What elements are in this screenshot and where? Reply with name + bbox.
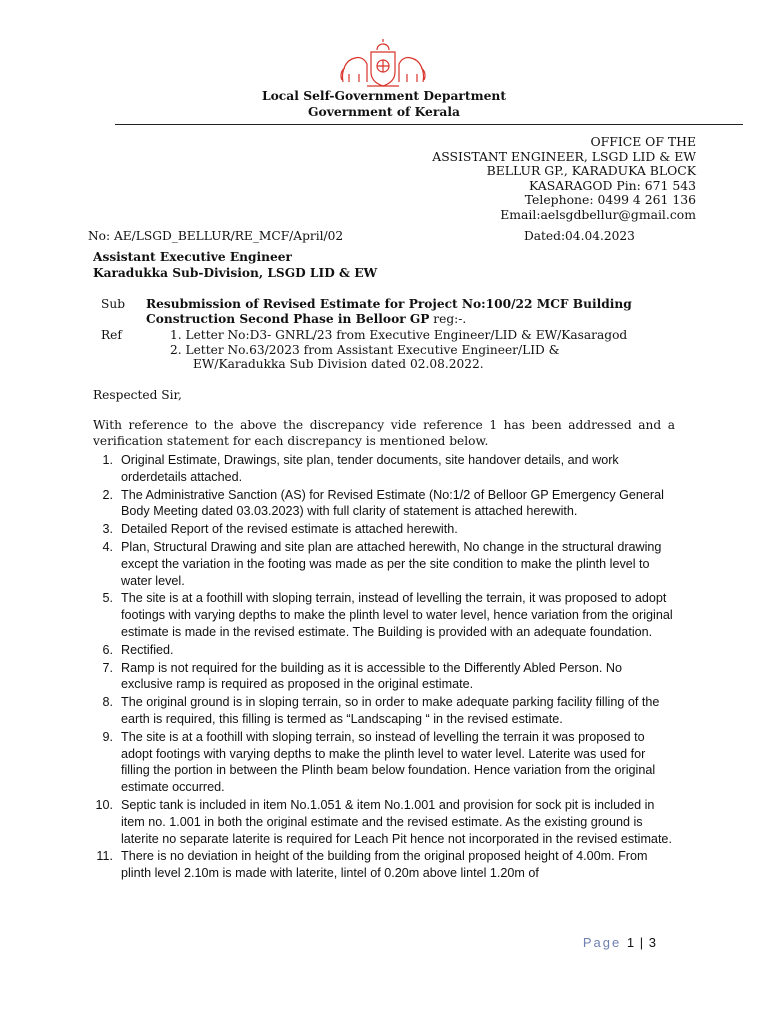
reference-number: No: AE/LSGD_BELLUR/RE_MCF/April/02 [88, 229, 344, 243]
subject-line-2-rest: reg:-. [429, 312, 467, 326]
item-number: 7. [102, 660, 113, 675]
item-text: Septic tank is included in item No.1.051 & item No.1.001 and provision for sock pit is included in item no. 1.001 in both the original estimate and the revised estimate. As the existing ground is laterite no separate laterite is required for Leach Pit hence not incorporated in the revised estimate. [121, 797, 672, 846]
item-text: Detailed Report of the revised estimate is attached herewith. [121, 522, 458, 537]
addressee-office: Karadukka Sub-Division, LSGD LID & EW [93, 266, 378, 280]
list-item [93, 694, 675, 728]
letter-date: Dated:04.04.2023 [524, 229, 635, 243]
office-line: BELLUR GP., KARADUKA BLOCK [486, 163, 696, 179]
office-line: ASSISTANT ENGINEER, LSGD LID & EW [432, 148, 696, 164]
department-name: Local Self-Government Department [261, 88, 507, 103]
list-item [93, 487, 675, 521]
item-number: 6. [102, 642, 113, 657]
office-line: Telephone: 0499 4 261 136 [524, 192, 696, 208]
reference-item-2-cont: EW/Karadukka Sub Division dated 02.08.2022. [193, 357, 484, 371]
item-number: 1. [102, 453, 113, 467]
header-divider [115, 124, 743, 125]
item-text: The site is at a foothill with sloping terrain, so instead of levelling the terrain it was proposed to adopt footings with varying depths to make the plinth level to water level. Laterite was used for filling the portion in between the Plinth beam below foundation. Hence variation from the original estimate occurred. [121, 729, 656, 795]
office-line: Email:aelsgdbellur@gmail.com [500, 206, 696, 222]
item-number: 2. [102, 487, 113, 502]
item-text: Ramp is not required for the building as it is accessible to the Differently Abled Person. No exclusive ramp is required as proposed in the original estimate. [121, 660, 622, 692]
list-item [93, 642, 675, 659]
page-separator: | [639, 935, 644, 950]
page-word: Page [582, 935, 622, 950]
item-number: 10. [95, 797, 113, 812]
office-line: OFFICE OF THE [590, 134, 696, 149]
government-name: Government of Kerala [308, 104, 460, 119]
item-text: Original Estimate, Drawings, site plan, tender documents, site handover details, and work orderdetails attached. [121, 453, 619, 484]
page-indicator [583, 935, 656, 950]
list-item [93, 590, 675, 640]
subject-label: Sub [101, 297, 126, 311]
item-text: Rectified. [121, 642, 174, 657]
item-number: 3. [102, 522, 113, 537]
list-item [93, 452, 675, 486]
item-text: The site is at a foothill with sloping terrain, instead of levelling the terrain, it was proposed to adopt footings with varying depths to make the plinth level to water level, hence variation from the original estimate is made in the revised estimate. The Building is provided with an adequate foundation. [121, 591, 673, 639]
discrepancy-list [93, 452, 675, 883]
item-text: There is no deviation in height of the building from the original proposed height of 4.00m. From plinth level 2.10m is made with laterite, lintel of 0.20m above lintel 1.20m of [121, 849, 648, 881]
addressee-title: Assistant Executive Engineer [93, 250, 292, 264]
reference-label: Ref [101, 328, 122, 342]
reference-item-2: 2. Letter No.63/2023 from Assistant Executive Engineer/LID & [170, 343, 560, 357]
list-item [93, 797, 675, 847]
list-item [93, 660, 675, 694]
item-number: 5. [102, 591, 113, 606]
item-text: Plan, Structural Drawing and site plan are attached herewith, No change in the structural drawing except the variation in the footing was made as per the site condition to make the plinth level to water level. [121, 539, 662, 588]
office-line: KASARAGOD Pin: 671 543 [529, 177, 696, 193]
subject-line-2 [146, 312, 466, 326]
list-item [93, 848, 675, 882]
item-number: 11. [96, 849, 113, 864]
subject-line-1: Resubmission of Revised Estimate for Project No:100/22 MCF Building [146, 297, 632, 311]
item-number: 9. [102, 729, 113, 744]
list-item [93, 729, 675, 796]
reference-item-1: 1. Letter No:D3- GNRL/23 from Executive Engineer/LID & EW/Kasaragod [170, 328, 628, 342]
list-item [93, 521, 675, 538]
item-text: The Administrative Sanction (AS) for Revised Estimate (No:1/2 of Belloor GP Emergency General Body Meeting dated 03.03.2023) with full clarity of statement is attached herewith. [121, 487, 664, 519]
page-total: 3 [648, 935, 656, 950]
item-number: 4. [102, 539, 113, 554]
salutation: Respected Sir, [93, 388, 182, 402]
subject-line-2-bold: Construction Second Phase in Belloor GP [146, 312, 430, 326]
kerala-emblem-icon [337, 38, 429, 90]
intro-paragraph: With reference to the above the discrepancy vide reference 1 has been addressed and a verification statement for each discrepancy is mentioned below. [93, 418, 675, 448]
page-number: 1 [626, 935, 635, 950]
office-address [432, 135, 696, 223]
list-item [93, 539, 675, 589]
item-text: The original ground is in sloping terrain, so in order to make adequate parking facility filling of the earth is required, this filling is termed as “Landscaping “ in the revised estimate. [121, 695, 660, 726]
item-number: 8. [102, 695, 113, 710]
